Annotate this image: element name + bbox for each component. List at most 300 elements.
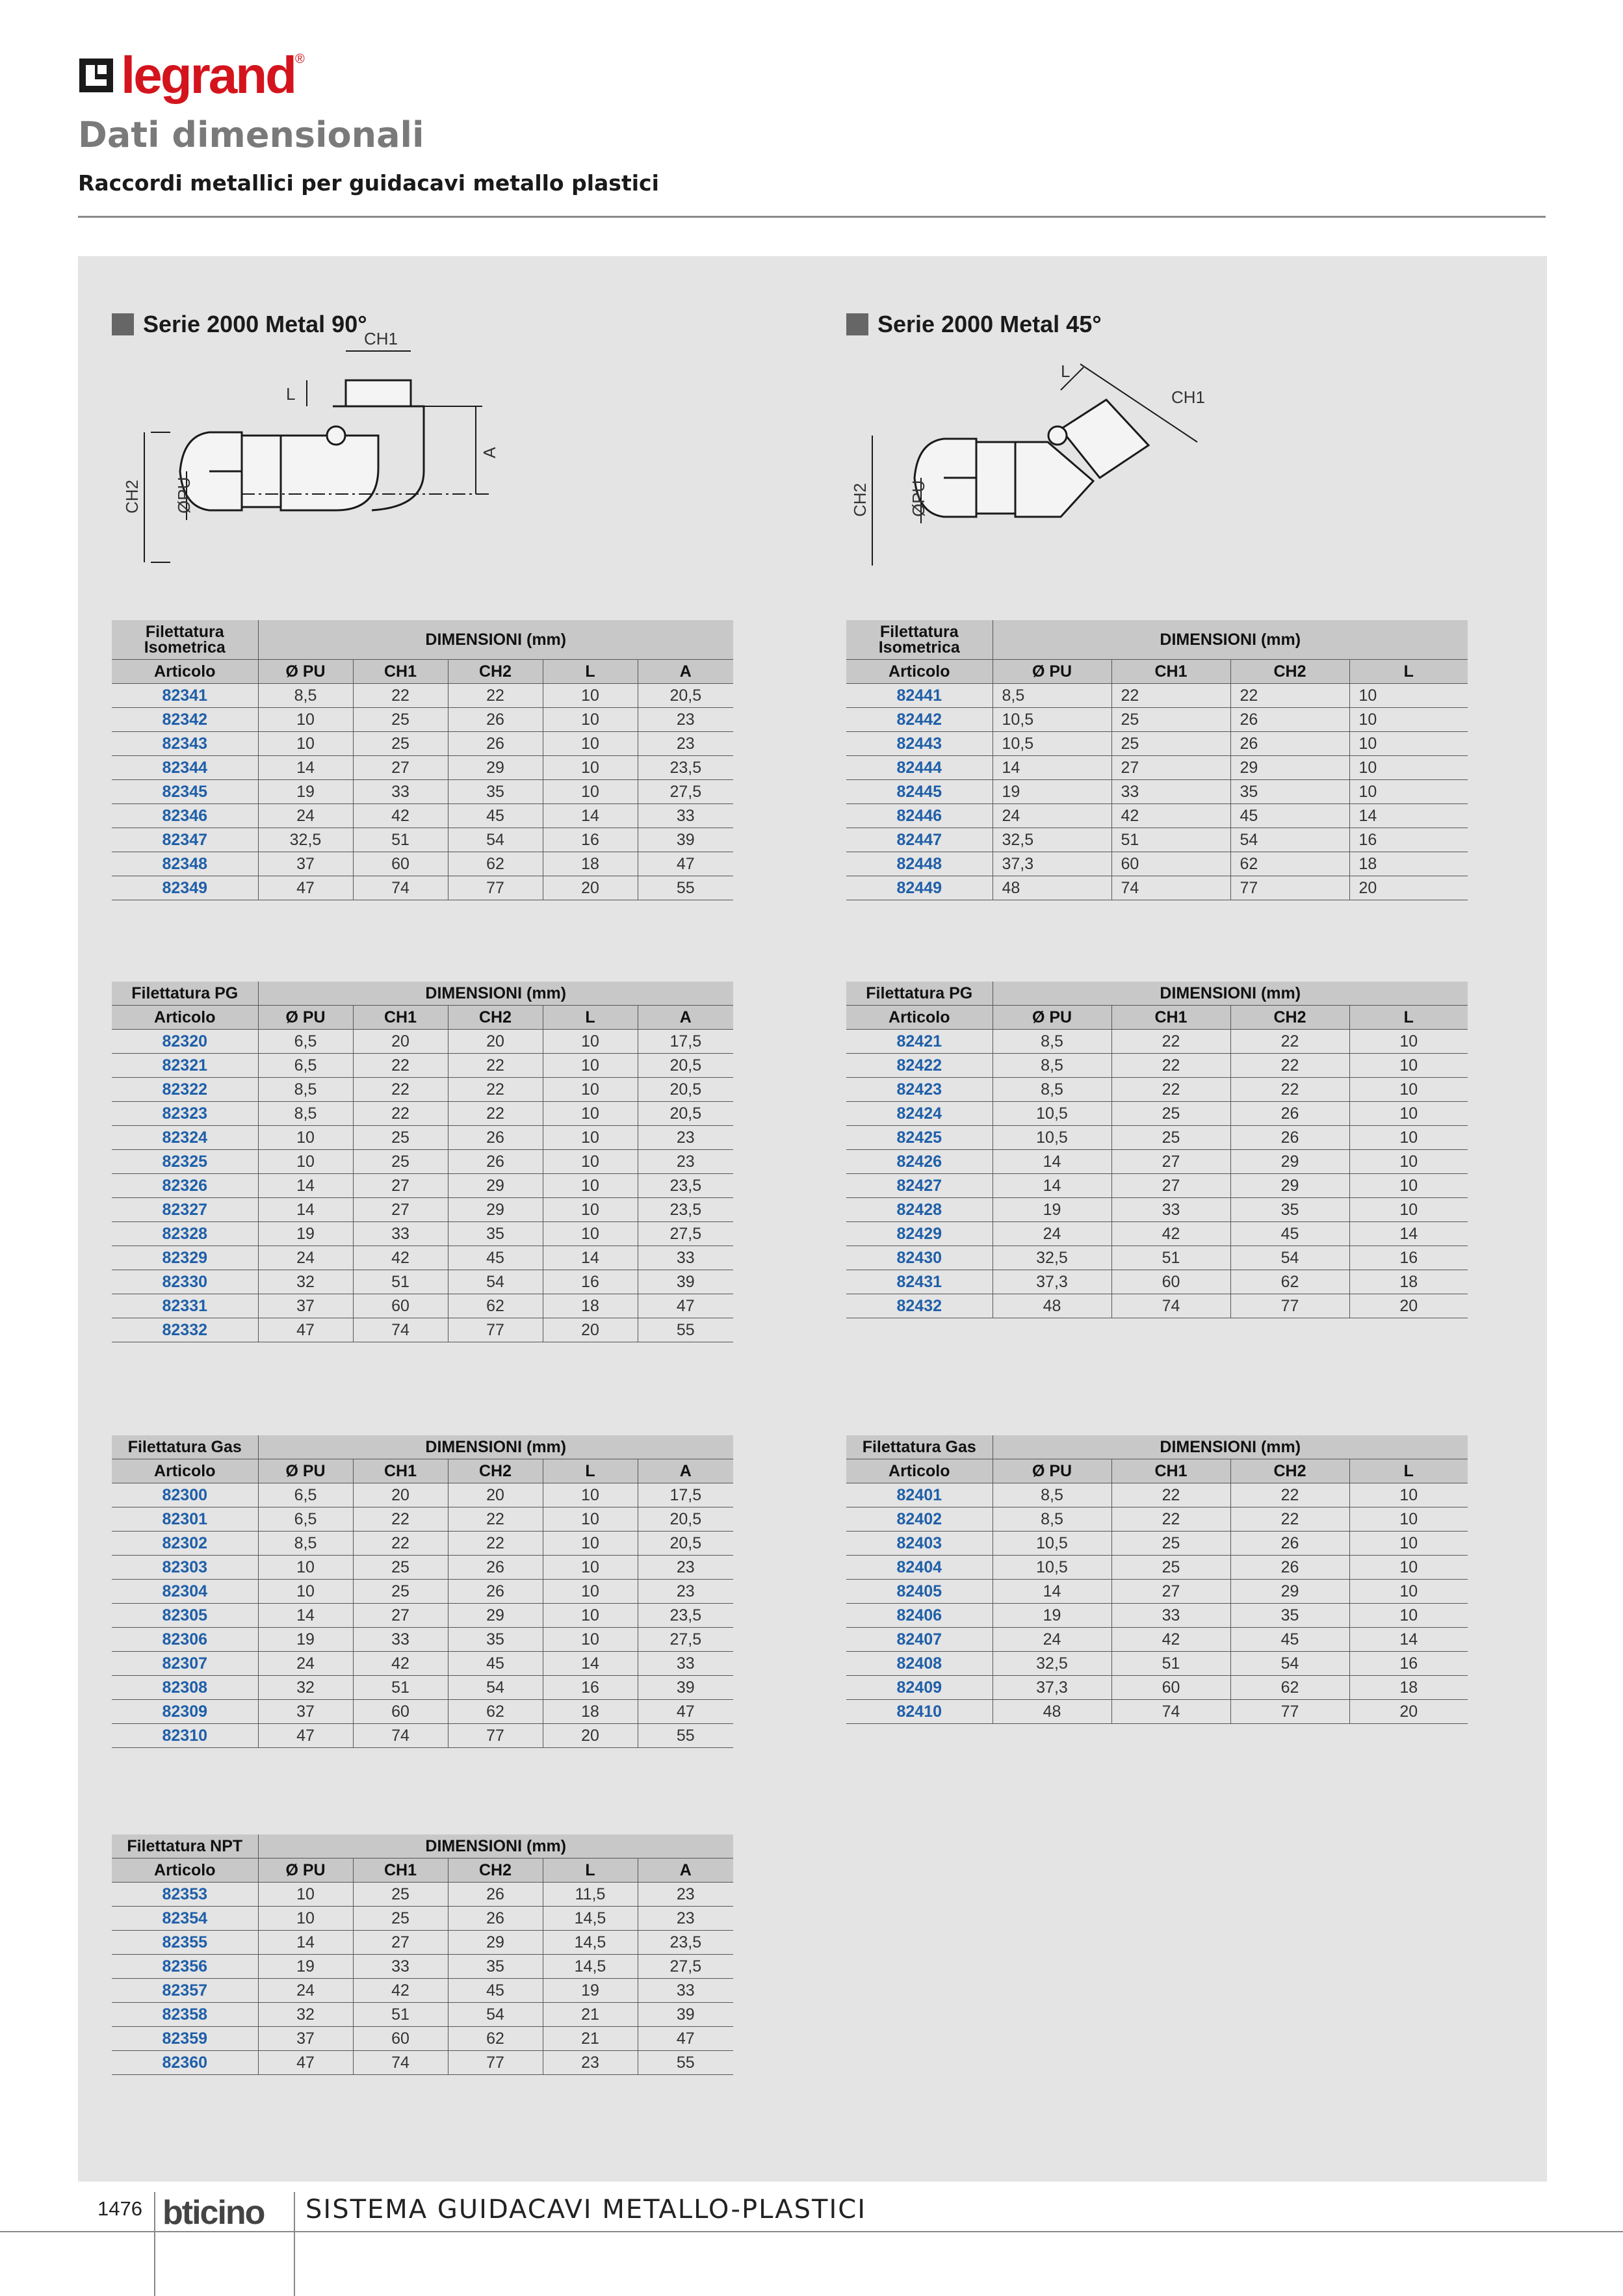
section-bullet-icon: [846, 313, 868, 335]
article-code: 82425: [846, 1126, 993, 1150]
dimension-value: 25: [353, 1126, 448, 1150]
dimension-value: 10: [543, 1150, 638, 1174]
article-code: 82355: [112, 1931, 258, 1955]
article-code: 82403: [846, 1532, 993, 1556]
dimension-value: 22: [448, 684, 543, 708]
column-header-l: L: [543, 660, 638, 684]
table-row: [846, 1507, 1468, 1532]
dimension-value: 20,5: [638, 1507, 733, 1532]
dimension-value: 54: [1230, 828, 1349, 852]
dimension-value: 22: [1111, 1054, 1230, 1078]
dimension-value: 55: [638, 1318, 733, 1342]
dimension-value: 45: [448, 1246, 543, 1270]
column-header-ch1: CH1: [353, 1859, 448, 1883]
article-code: 82427: [846, 1174, 993, 1198]
dimension-value: 29: [448, 1174, 543, 1198]
table-row: [112, 1979, 733, 2003]
dimension-value: 42: [353, 1246, 448, 1270]
table-row: [112, 1198, 733, 1222]
dimension-value: 22: [353, 1532, 448, 1556]
column-header-a: A: [638, 1859, 733, 1883]
dimension-value: 10: [1349, 732, 1468, 756]
table-row: [112, 1955, 733, 1979]
dimension-value: 51: [1111, 1246, 1230, 1270]
article-code: 82428: [846, 1198, 993, 1222]
article-code: 82444: [846, 756, 993, 780]
dimension-value: 60: [1111, 1270, 1230, 1294]
dimension-value: 10: [543, 1507, 638, 1532]
table-row: [112, 1700, 733, 1724]
dimension-value: 33: [1111, 1604, 1230, 1628]
dimension-value: 24: [993, 804, 1111, 828]
dimension-value: 45: [1230, 1222, 1349, 1246]
dimension-table: [112, 982, 733, 1342]
dimension-value: 62: [448, 1294, 543, 1318]
dimension-value: 27: [353, 1931, 448, 1955]
column-header-pu: Ø PU: [993, 660, 1111, 684]
article-code: 82326: [112, 1174, 258, 1198]
dimension-value: 10: [543, 1030, 638, 1054]
dimension-value: 22: [353, 1054, 448, 1078]
dimension-table: [112, 620, 733, 900]
dimension-value: 47: [258, 876, 353, 900]
table-row: [846, 732, 1468, 756]
dimension-value: 74: [1111, 1294, 1230, 1318]
dimension-value: 35: [1230, 780, 1349, 804]
dimension-value: 14: [993, 1580, 1111, 1604]
dimension-value: 10: [258, 708, 353, 732]
dimension-value: 54: [448, 1270, 543, 1294]
column-header-l: L: [543, 1006, 638, 1030]
table-row: [112, 708, 733, 732]
article-code: 82323: [112, 1102, 258, 1126]
column-header-pu: Ø PU: [258, 1006, 353, 1030]
dimension-value: 22: [353, 1102, 448, 1126]
article-code: 82446: [846, 804, 993, 828]
table-row: [112, 2003, 733, 2027]
footer-divider: [154, 2192, 155, 2296]
dimension-value: 77: [1230, 1700, 1349, 1724]
dimension-value: 39: [638, 2003, 733, 2027]
dimension-value: 14: [993, 1174, 1111, 1198]
dimension-value: 18: [1349, 852, 1468, 876]
dimension-value: 26: [448, 708, 543, 732]
dimension-value: 10: [543, 1556, 638, 1580]
article-code: 82332: [112, 1318, 258, 1342]
legrand-wordmark: legrand: [121, 46, 295, 104]
dimension-value: 10: [543, 708, 638, 732]
dimension-value: 19: [258, 1955, 353, 1979]
dimensions-header: DIMENSIONI (mm): [993, 620, 1468, 660]
dimension-value: 32: [258, 1270, 353, 1294]
dimension-value: 22: [1230, 684, 1349, 708]
article-code: 82342: [112, 708, 258, 732]
dimension-value: 29: [448, 756, 543, 780]
pu-label-45: ØPU: [909, 480, 928, 517]
dimension-value: 8,5: [993, 684, 1111, 708]
article-code: 82359: [112, 2027, 258, 2051]
dimension-value: 10: [543, 1102, 638, 1126]
column-header-pu: Ø PU: [258, 1859, 353, 1883]
dimension-value: 33: [638, 1652, 733, 1676]
table-row: [846, 876, 1468, 900]
fitting-90-diagram: [112, 329, 541, 572]
article-code: 82408: [846, 1652, 993, 1676]
article-code: 82346: [112, 804, 258, 828]
dimension-value: 42: [1111, 1628, 1230, 1652]
article-code: 82358: [112, 2003, 258, 2027]
dimension-value: 27,5: [638, 1955, 733, 1979]
dimension-value: 29: [448, 1931, 543, 1955]
table-row: [112, 1030, 733, 1054]
dimension-value: 51: [1111, 828, 1230, 852]
dimension-value: 26: [1230, 732, 1349, 756]
table-row: [846, 852, 1468, 876]
dimension-value: 23: [638, 1883, 733, 1907]
dimension-value: 25: [353, 1883, 448, 1907]
l-label-90: L: [286, 384, 296, 404]
dimension-value: 25: [353, 1580, 448, 1604]
article-code: 82329: [112, 1246, 258, 1270]
dimension-value: 42: [353, 804, 448, 828]
dimension-value: 23: [543, 2051, 638, 2075]
dimension-value: 16: [543, 828, 638, 852]
table-row: [846, 1580, 1468, 1604]
dimension-value: 10,5: [993, 1556, 1111, 1580]
dimension-value: 20: [543, 1724, 638, 1748]
thread-type-header: Filettatura Gas: [112, 1435, 258, 1459]
legrand-mark-icon: [78, 57, 114, 94]
dimension-value: 20: [353, 1030, 448, 1054]
dimensions-header: DIMENSIONI (mm): [993, 1435, 1468, 1459]
ch2-label-45: CH2: [850, 482, 870, 517]
dimension-value: 26: [1230, 1102, 1349, 1126]
table-row: [112, 1652, 733, 1676]
dimension-value: 16: [1349, 1652, 1468, 1676]
section-title-90: Serie 2000 Metal 90°: [112, 311, 367, 338]
page-subtitle: Raccordi metallici per guidacavi metallo plastici: [78, 170, 659, 196]
dimension-value: 51: [1111, 1652, 1230, 1676]
dimension-value: 26: [448, 1907, 543, 1931]
dimension-value: 23: [638, 1126, 733, 1150]
column-header-a: A: [638, 1459, 733, 1483]
table-row: [846, 1700, 1468, 1724]
table-row: [846, 1628, 1468, 1652]
dimension-value: 14: [543, 1652, 638, 1676]
table-row: [846, 1078, 1468, 1102]
table-row: [112, 1483, 733, 1507]
dimension-value: 37: [258, 2027, 353, 2051]
dimension-value: 6,5: [258, 1507, 353, 1532]
column-header-l: L: [543, 1859, 638, 1883]
dimension-value: 60: [353, 1700, 448, 1724]
column-header-ch1: CH1: [1111, 1006, 1230, 1030]
table-row: [112, 1883, 733, 1907]
table-row: [846, 1030, 1468, 1054]
dimension-value: 33: [638, 804, 733, 828]
thread-type-header: Filettatura Gas: [846, 1435, 993, 1459]
dimension-value: 11,5: [543, 1883, 638, 1907]
dimension-value: 10: [1349, 1483, 1468, 1507]
dimension-value: 18: [1349, 1676, 1468, 1700]
dimension-value: 10: [1349, 1604, 1468, 1628]
dimension-value: 20: [1349, 1294, 1468, 1318]
table-row: [846, 1054, 1468, 1078]
article-code: 82443: [846, 732, 993, 756]
dimension-value: 26: [1230, 1126, 1349, 1150]
dimension-value: 23: [638, 732, 733, 756]
article-code: 82449: [846, 876, 993, 900]
article-code: 82324: [112, 1126, 258, 1150]
dimension-value: 14: [258, 756, 353, 780]
dimension-value: 10: [258, 1150, 353, 1174]
table-row: [112, 1054, 733, 1078]
dimension-value: 8,5: [258, 1102, 353, 1126]
article-code: 82303: [112, 1556, 258, 1580]
table-row: [112, 1126, 733, 1150]
article-code: 82345: [112, 780, 258, 804]
column-header-articolo: Articolo: [846, 660, 993, 684]
column-header-articolo: Articolo: [112, 1859, 258, 1883]
table-row: [846, 1676, 1468, 1700]
dimension-value: 42: [353, 1652, 448, 1676]
dimension-value: 17,5: [638, 1030, 733, 1054]
dimension-value: 18: [1349, 1270, 1468, 1294]
dimension-value: 77: [448, 2051, 543, 2075]
article-code: 82307: [112, 1652, 258, 1676]
table-row: [112, 1078, 733, 1102]
table-row: [112, 1907, 733, 1931]
ch2-label-90: CH2: [122, 479, 142, 514]
dimension-value: 10: [543, 1198, 638, 1222]
column-header-a: A: [638, 1006, 733, 1030]
dimension-value: 26: [448, 1556, 543, 1580]
dimension-value: 22: [353, 1507, 448, 1532]
dimension-value: 27: [353, 1174, 448, 1198]
dimension-value: 20,5: [638, 684, 733, 708]
dimension-value: 10,5: [993, 1102, 1111, 1126]
table-row: [846, 1532, 1468, 1556]
ch1-label-90: CH1: [364, 329, 398, 348]
dimensions-header: DIMENSIONI (mm): [258, 982, 733, 1006]
dimension-value: 23,5: [638, 1174, 733, 1198]
table-row: [112, 780, 733, 804]
dimension-value: 60: [1111, 852, 1230, 876]
column-header-ch1: CH1: [353, 1006, 448, 1030]
article-code: 82354: [112, 1907, 258, 1931]
dimension-value: 22: [1230, 1507, 1349, 1532]
dimension-value: 32,5: [993, 1246, 1111, 1270]
dimension-value: 23,5: [638, 1931, 733, 1955]
thread-type-header: Filettatura PG: [846, 982, 993, 1006]
dimension-value: 14: [1349, 804, 1468, 828]
dimension-value: 35: [448, 1222, 543, 1246]
dimension-value: 54: [448, 2003, 543, 2027]
dimension-value: 27: [353, 756, 448, 780]
article-code: 82406: [846, 1604, 993, 1628]
dimension-value: 47: [638, 1294, 733, 1318]
dimension-value: 20: [543, 876, 638, 900]
dimension-value: 10: [258, 1580, 353, 1604]
thread-type-header: Filettatura Isometrica: [846, 620, 993, 660]
dimension-value: 14: [258, 1931, 353, 1955]
table-row: [846, 1270, 1468, 1294]
dimension-value: 33: [353, 1955, 448, 1979]
dimension-value: 32: [258, 2003, 353, 2027]
dimension-value: 26: [448, 1883, 543, 1907]
dimension-value: 32,5: [993, 1652, 1111, 1676]
table-row: [846, 1483, 1468, 1507]
table-row: [846, 1246, 1468, 1270]
footer-divider: [294, 2192, 295, 2296]
article-code: 82310: [112, 1724, 258, 1748]
dimension-value: 10,5: [993, 732, 1111, 756]
dimension-value: 39: [638, 1270, 733, 1294]
table-row: [112, 1150, 733, 1174]
dimension-value: 14: [258, 1174, 353, 1198]
table-row: [112, 1676, 733, 1700]
dimension-value: 74: [1111, 1700, 1230, 1724]
table-row: [846, 1198, 1468, 1222]
column-header-ch1: CH1: [1111, 1459, 1230, 1483]
column-header-articolo: Articolo: [112, 1459, 258, 1483]
article-code: 82442: [846, 708, 993, 732]
dimension-value: 10: [543, 1628, 638, 1652]
column-header-ch2: CH2: [448, 1006, 543, 1030]
dimension-value: 42: [353, 1979, 448, 2003]
table-row: [112, 1246, 733, 1270]
dimension-value: 35: [1230, 1604, 1349, 1628]
dimension-value: 20: [543, 1318, 638, 1342]
column-header-ch1: CH1: [353, 660, 448, 684]
table-row: [112, 1724, 733, 1748]
dimension-value: 25: [353, 1150, 448, 1174]
article-code: 82360: [112, 2051, 258, 2075]
dimension-value: 45: [1230, 804, 1349, 828]
article-code: 82302: [112, 1532, 258, 1556]
dimension-value: 77: [1230, 876, 1349, 900]
dimension-value: 14,5: [543, 1955, 638, 1979]
dimension-value: 10: [1349, 1126, 1468, 1150]
dimension-value: 45: [1230, 1628, 1349, 1652]
dimension-table: [112, 1435, 733, 1748]
article-code: 82353: [112, 1883, 258, 1907]
dimension-value: 23,5: [638, 756, 733, 780]
column-header-ch2: CH2: [448, 660, 543, 684]
article-code: 82349: [112, 876, 258, 900]
column-header-pu: Ø PU: [258, 1459, 353, 1483]
footer-title: SISTEMA GUIDACAVI METALLO-PLASTICI: [305, 2195, 866, 2224]
table-row: [112, 1556, 733, 1580]
dimension-value: 23: [638, 1556, 733, 1580]
dimension-value: 24: [258, 1652, 353, 1676]
dimension-value: 42: [1111, 1222, 1230, 1246]
table-row: [112, 1294, 733, 1318]
article-code: 82305: [112, 1604, 258, 1628]
dimension-value: 10: [543, 1126, 638, 1150]
article-code: 82407: [846, 1628, 993, 1652]
table-row: [112, 876, 733, 900]
article-code: 82304: [112, 1580, 258, 1604]
dimension-value: 10: [1349, 780, 1468, 804]
article-code: 82405: [846, 1580, 993, 1604]
dimension-value: 22: [1230, 1483, 1349, 1507]
table-row: [112, 1507, 733, 1532]
article-code: 82447: [846, 828, 993, 852]
dimension-value: 10: [258, 1907, 353, 1931]
dimension-value: 19: [258, 780, 353, 804]
dimension-value: 54: [1230, 1246, 1349, 1270]
dimension-value: 22: [1230, 1054, 1349, 1078]
section-title-45: Serie 2000 Metal 45°: [846, 311, 1102, 338]
dimension-value: 14,5: [543, 1931, 638, 1955]
article-code: 82423: [846, 1078, 993, 1102]
article-code: 82320: [112, 1030, 258, 1054]
dimension-value: 51: [353, 2003, 448, 2027]
dimension-value: 10,5: [993, 1532, 1111, 1556]
dimension-value: 62: [448, 1700, 543, 1724]
dimension-value: 62: [448, 2027, 543, 2051]
table-row: [846, 828, 1468, 852]
dimension-value: 22: [1111, 684, 1230, 708]
column-header-ch2: CH2: [1230, 660, 1349, 684]
article-code: 82347: [112, 828, 258, 852]
article-code: 82348: [112, 852, 258, 876]
dimension-value: 27: [1111, 756, 1230, 780]
table-row: [846, 804, 1468, 828]
column-header-articolo: Articolo: [846, 1006, 993, 1030]
column-header-pu: Ø PU: [258, 660, 353, 684]
dimension-value: 25: [1111, 708, 1230, 732]
dimension-value: 60: [353, 1294, 448, 1318]
dimension-value: 6,5: [258, 1054, 353, 1078]
article-code: 82322: [112, 1078, 258, 1102]
dimension-value: 32,5: [258, 828, 353, 852]
dimension-value: 22: [448, 1532, 543, 1556]
article-code: 82441: [846, 684, 993, 708]
dimension-value: 8,5: [993, 1030, 1111, 1054]
table-row: [846, 780, 1468, 804]
column-header-l: L: [1349, 660, 1468, 684]
dimension-value: 23: [638, 1150, 733, 1174]
dimension-value: 23: [638, 1580, 733, 1604]
dimension-value: 10: [543, 684, 638, 708]
dimension-value: 74: [1111, 876, 1230, 900]
article-code: 82409: [846, 1676, 993, 1700]
dimension-value: 8,5: [258, 1532, 353, 1556]
column-header-ch1: CH1: [353, 1459, 448, 1483]
article-code: 82448: [846, 852, 993, 876]
dimension-value: 23,5: [638, 1604, 733, 1628]
article-code: 82301: [112, 1507, 258, 1532]
dimension-value: 37: [258, 1700, 353, 1724]
dimension-value: 10: [258, 732, 353, 756]
dimension-value: 8,5: [993, 1078, 1111, 1102]
dimension-value: 33: [353, 1222, 448, 1246]
column-header-ch1: CH1: [1111, 660, 1230, 684]
dimension-value: 27,5: [638, 1222, 733, 1246]
dimension-value: 18: [543, 852, 638, 876]
dimension-value: 19: [993, 1198, 1111, 1222]
column-header-a: A: [638, 660, 733, 684]
dimension-value: 10: [543, 1174, 638, 1198]
dimension-value: 20: [448, 1030, 543, 1054]
table-row: [846, 708, 1468, 732]
dimension-value: 10: [543, 1580, 638, 1604]
dimension-value: 10: [1349, 1078, 1468, 1102]
dimension-value: 10: [1349, 1532, 1468, 1556]
table-row: [112, 1532, 733, 1556]
